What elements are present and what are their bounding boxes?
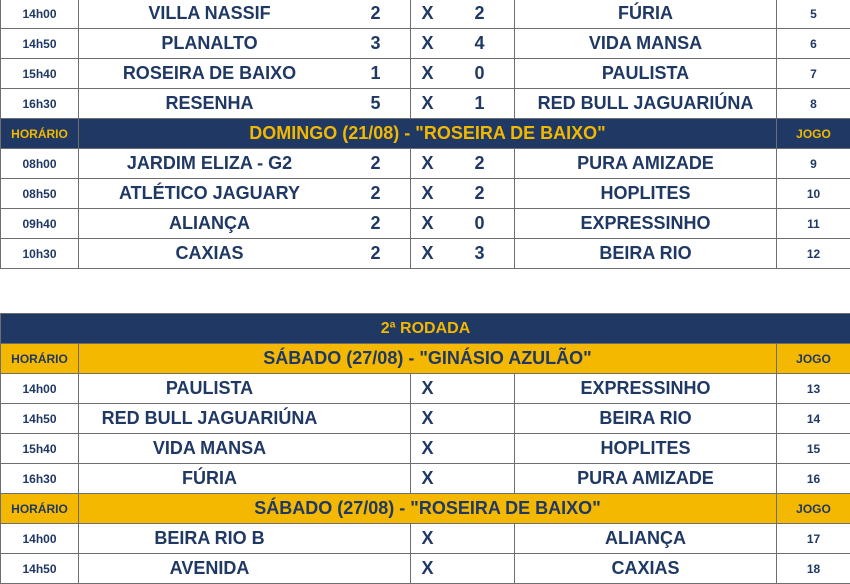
match-row	[1, 554, 850, 584]
game-column-label: JOGO	[777, 119, 850, 149]
home-team: FÚRIA	[79, 464, 341, 494]
away-team: PURA AMIZADE	[515, 149, 777, 179]
match-row	[1, 149, 850, 179]
versus-mark: X	[411, 374, 445, 404]
game-number: 8	[777, 89, 850, 119]
away-team: PAULISTA	[515, 59, 777, 89]
time-column-label: HORÁRIO	[1, 119, 79, 149]
match-time: 14h50	[1, 404, 79, 434]
game-number: 17	[777, 524, 850, 554]
game-number: 13	[777, 374, 850, 404]
round2-schedule-table	[0, 313, 850, 584]
away-score: 2	[445, 0, 515, 29]
match-row	[1, 89, 850, 119]
home-score: 2	[341, 239, 411, 269]
away-team: RED BULL JAGUARIÚNA	[515, 89, 777, 119]
away-score: 2	[445, 179, 515, 209]
home-score: 2	[341, 209, 411, 239]
time-column-label: HORÁRIO	[1, 494, 79, 524]
away-team: BEIRA RIO	[515, 404, 777, 434]
game-column-label: JOGO	[777, 344, 850, 374]
game-number: 11	[777, 209, 850, 239]
match-time: 14h00	[1, 524, 79, 554]
game-number: 7	[777, 59, 850, 89]
away-score	[445, 374, 515, 404]
game-number: 5	[777, 0, 850, 29]
home-team: RED BULL JAGUARIÚNA	[79, 404, 341, 434]
match-row	[1, 179, 850, 209]
versus-mark: X	[411, 524, 445, 554]
game-number: 14	[777, 404, 850, 434]
round-title: 2ª RODADA	[1, 314, 850, 344]
away-score	[445, 404, 515, 434]
match-time: 08h50	[1, 179, 79, 209]
match-time: 09h40	[1, 209, 79, 239]
home-team: AVENIDA	[79, 554, 341, 584]
away-score: 2	[445, 149, 515, 179]
home-team: JARDIM ELIZA - G2	[79, 149, 341, 179]
away-score: 0	[445, 209, 515, 239]
versus-mark: X	[411, 0, 445, 29]
versus-mark: X	[411, 59, 445, 89]
home-score: 2	[341, 0, 411, 29]
match-row	[1, 239, 850, 269]
home-team: CAXIAS	[79, 239, 341, 269]
match-time: 14h50	[1, 554, 79, 584]
home-score	[341, 464, 411, 494]
away-score	[445, 554, 515, 584]
day-header-row	[1, 494, 850, 524]
match-time: 16h30	[1, 89, 79, 119]
home-team: RESENHA	[79, 89, 341, 119]
home-score: 5	[341, 89, 411, 119]
game-number: 6	[777, 29, 850, 59]
home-team: ATLÉTICO JAGUARY	[79, 179, 341, 209]
day-header-row	[1, 119, 850, 149]
match-row	[1, 0, 850, 29]
game-column-label: JOGO	[777, 494, 850, 524]
away-team: EXPRESSINHO	[515, 374, 777, 404]
home-team: ROSEIRA DE BAIXO	[79, 59, 341, 89]
away-score: 1	[445, 89, 515, 119]
versus-mark: X	[411, 179, 445, 209]
away-score	[445, 464, 515, 494]
game-number: 18	[777, 554, 850, 584]
match-row	[1, 404, 850, 434]
home-score	[341, 404, 411, 434]
match-row	[1, 29, 850, 59]
match-row	[1, 524, 850, 554]
match-row	[1, 434, 850, 464]
versus-mark: X	[411, 434, 445, 464]
away-team: PURA AMIZADE	[515, 464, 777, 494]
match-time: 10h30	[1, 239, 79, 269]
round-title-row	[1, 314, 850, 344]
versus-mark: X	[411, 209, 445, 239]
home-team: PLANALTO	[79, 29, 341, 59]
home-team: PAULISTA	[79, 374, 341, 404]
game-number: 12	[777, 239, 850, 269]
match-time: 14h50	[1, 29, 79, 59]
match-row	[1, 209, 850, 239]
away-score	[445, 524, 515, 554]
home-score: 2	[341, 149, 411, 179]
home-score: 3	[341, 29, 411, 59]
game-number: 16	[777, 464, 850, 494]
day-header-row	[1, 344, 850, 374]
home-team: VIDA MANSA	[79, 434, 341, 464]
day-venue-title: SÁBADO (27/08) - "GINÁSIO AZULÃO"	[79, 344, 777, 374]
home-score: 2	[341, 179, 411, 209]
away-team: FÚRIA	[515, 0, 777, 29]
home-score	[341, 554, 411, 584]
game-number: 9	[777, 149, 850, 179]
home-score	[341, 434, 411, 464]
time-column-label: HORÁRIO	[1, 344, 79, 374]
round1-schedule-table	[0, 0, 850, 269]
versus-mark: X	[411, 404, 445, 434]
match-row	[1, 374, 850, 404]
match-time: 16h30	[1, 464, 79, 494]
home-score	[341, 524, 411, 554]
match-time: 15h40	[1, 59, 79, 89]
home-team: ALIANÇA	[79, 209, 341, 239]
home-team: VILLA NASSIF	[79, 0, 341, 29]
match-row	[1, 464, 850, 494]
away-score: 4	[445, 29, 515, 59]
day-venue-title: SÁBADO (27/08) - "ROSEIRA DE BAIXO"	[79, 494, 777, 524]
versus-mark: X	[411, 554, 445, 584]
match-row	[1, 59, 850, 89]
match-time: 08h00	[1, 149, 79, 179]
away-team: ALIANÇA	[515, 524, 777, 554]
game-number: 15	[777, 434, 850, 464]
match-time: 14h00	[1, 374, 79, 404]
versus-mark: X	[411, 29, 445, 59]
away-team: VIDA MANSA	[515, 29, 777, 59]
away-score: 0	[445, 59, 515, 89]
game-number: 10	[777, 179, 850, 209]
away-score	[445, 434, 515, 464]
home-score: 1	[341, 59, 411, 89]
day-venue-title: DOMINGO (21/08) - "ROSEIRA DE BAIXO"	[79, 119, 777, 149]
away-team: HOPLITES	[515, 434, 777, 464]
away-score: 3	[445, 239, 515, 269]
match-time: 14h00	[1, 0, 79, 29]
away-team: HOPLITES	[515, 179, 777, 209]
away-team: BEIRA RIO	[515, 239, 777, 269]
versus-mark: X	[411, 89, 445, 119]
versus-mark: X	[411, 239, 445, 269]
versus-mark: X	[411, 149, 445, 179]
home-score	[341, 374, 411, 404]
home-team: BEIRA RIO B	[79, 524, 341, 554]
versus-mark: X	[411, 464, 445, 494]
away-team: CAXIAS	[515, 554, 777, 584]
match-time: 15h40	[1, 434, 79, 464]
away-team: EXPRESSINHO	[515, 209, 777, 239]
